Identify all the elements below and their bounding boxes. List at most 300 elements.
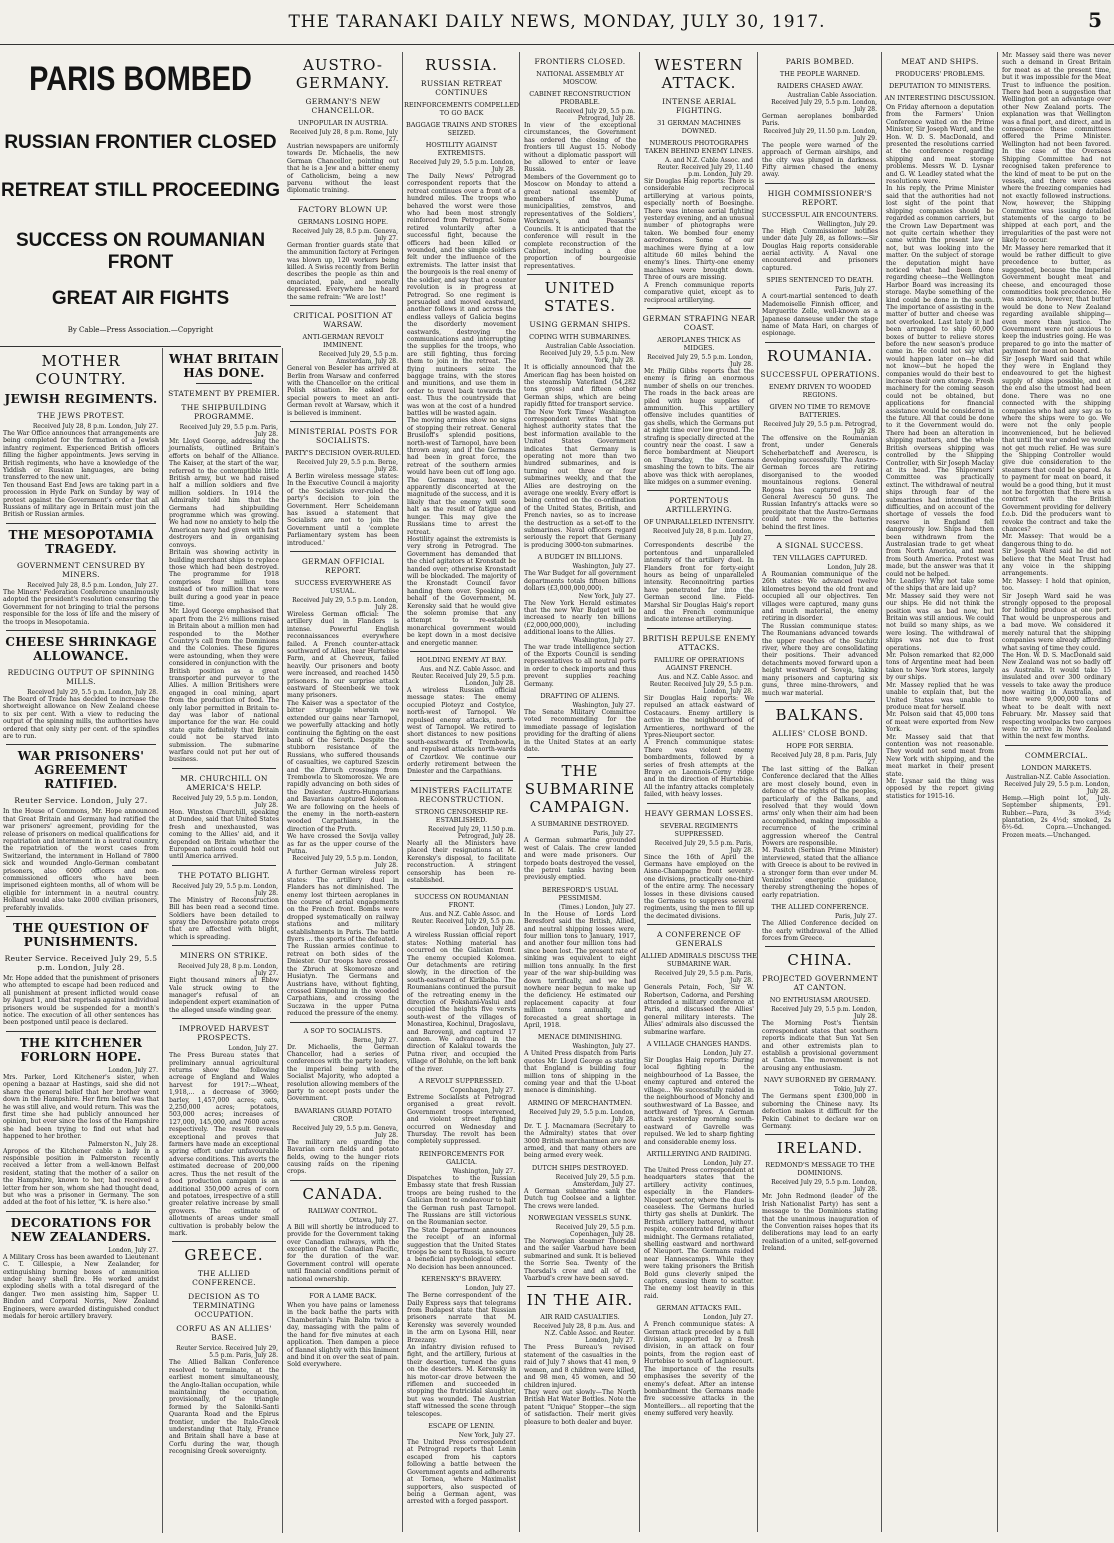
subheading: RAIDERS CHASED AWAY.	[776, 82, 864, 90]
divider	[1005, 745, 1108, 746]
dateline: Received July 29, 5.5 p.m. Paris, July 28.	[654, 839, 753, 854]
subheading: GERMAN ATTACKS FAIL.	[656, 1304, 742, 1313]
subheading: A SUBMARINE DESTROYED.	[531, 820, 629, 829]
divider	[527, 757, 633, 758]
subheading: AEROPLANES THICK AS MIDGES.	[657, 335, 741, 352]
subheading: BAGGAGE TRAINS AND STORES SEIZED.	[405, 121, 518, 137]
dateline: Washington, July 27.	[572, 701, 635, 709]
dateline: Received July 29, 5.5 p.m. London, July 28.	[172, 882, 278, 897]
dateline: London, July 27.	[228, 1045, 278, 1053]
column-frontiers	[521, 52, 640, 1532]
dateline: Reuter Service. Received July 29, 5.5 p.m. Paris, July 28.	[176, 1345, 278, 1360]
subheading: SPIES SENTENCED TO DEATH.	[766, 276, 874, 285]
dateline: London, July 28.	[827, 564, 877, 571]
article-heading: WAR PRISONERS' AGREEMENT RATIFIED.	[17, 749, 145, 792]
dateline: London, July 27.	[703, 1050, 753, 1058]
dateline: Received July 28, 8.5 p.m. London, July 27.	[27, 581, 158, 589]
article-text: The Berne correspondent of the Daily Express says that telegrams from Budapest state that Russian prisoners narrate that M. Kerensky was severely wounded in the arm on Lysona Hill, near Brzezany.	[407, 1292, 516, 1344]
subheading: HOPE FOR SERBIA.	[786, 741, 854, 750]
subheading: FACTORY BLOWN UP.	[297, 204, 389, 214]
dateline: Australian-N.Z. Cable Association. Received July 29, 5.5 p.m. London, July 28.	[1004, 773, 1110, 795]
article-text: Sir Douglas Haig reports: There is considerable reciprocal artillerying at various points, especially north of Boesinghe. There was intense aerial fighting yesterday evening, and an unusual number of photographs were taken. We bombed four enemy aerodromes. Some of our machines were flying at a low altitude 60 miles behind the enemy's lines. Thirty-one enemy machines were brought down. Three of ours are missing.	[644, 178, 754, 282]
dateline: Received July 29, 5.5 p.m. London, July 28.	[292, 597, 398, 611]
headline-roumanian-front: SUCCESS ON ROUMANIAN FRONT	[15, 230, 266, 273]
divider	[172, 865, 276, 866]
article-text: German frontier guards state that the ammunition factory at Feringen was blown up, 120 workers being killed. A Swiss recently from Berlin describes the people as thin and emaciated, pale, and morally depressed. Everywhere he heard the same refrain: "We are lost!"	[287, 241, 399, 301]
advert-text: They were out slowly—The North British Hat Water Bottles. Note the patent "Unique" Stopper—the sign of satisfaction. Their merit gives pleasure to both dealer and buyer.	[524, 1388, 636, 1426]
section-heading: IN THE AIR.	[526, 1291, 634, 1310]
article-text: An infantry division refused to fight, and the artillery, furious at their desertion, turned the guns on the deserters. M. Kerensky in his motor-car drove between the riflemen and succeeded in stopping the fratricidal slaughter, but was wounded. The Austrian staff witnessed the scene through telescopes.	[407, 1344, 516, 1418]
advert-text: When you have pains or lameness in the back bathe the parts with Chamberlain's Pain Balm twice a day, massaging with the palm of the hand for five minutes at each application. Then dampen a piece of flannel slightly with this liniment and bind it on over the seat of pain. Sold everywhere.	[287, 1302, 400, 1369]
dateline: Washington, July 27.	[572, 563, 635, 571]
article-text: The Press Bureau states that preliminary annual agricultural returns show the following acreage of England and Wales harvest for 1917:—Wheat, 1,918,... a decrease of 3960; barley, 1,457,000 acres; oats, 2,250,000 acres; potatoes, 503,000 acres; increases of 127,000, 145,000, and 7600 acres respectively. The result reveals exceptional and proves that farmers have made an exceptional spring effort under unfavourable adverse conditions. This averts the estimated decrease of 200,000 acres. Thus the net result of the food production campaign is an additional 350,000 acres of corn and potatoes, irrespective of a still greater relative increase by small growers. The estimate of allotments of areas under small cultivation is probably below the mark.	[169, 1052, 279, 1237]
article-text: Hemp.—High point lot, July-September shipments, £91. Rubber.—Para, 3s 3½d; plantation, 2s 4½d; smoked, 2s 6½-6d. Copra.—Unchanged. Frozen meats.—Unchanged.	[1002, 794, 1111, 839]
subheading: SUCCESSFUL OPERATIONS.	[760, 369, 880, 379]
subheading: SEVERAL REGIMENTS SUPPRESSED.	[660, 821, 738, 838]
article-text: We have crossed the Sovija valley as far as the upper course of the Putna.	[287, 833, 399, 855]
subheading: PARIS BOMBED.	[785, 57, 855, 66]
subheading: STATEMENT BY PREMIER.	[168, 389, 280, 398]
front-headline	[0, 50, 281, 347]
dateline: London, July 27.	[108, 1066, 158, 1074]
section-heading: CANADA.	[302, 1184, 384, 1203]
divider	[196, 383, 252, 384]
subheading: CRITICAL POSITION AT WARSAW.	[293, 311, 393, 330]
article-text: The New York Herald estimates that the new War Budget will be increased to nearly ten billions (£2,000,000,000), including additional loans to the Allies.	[524, 599, 636, 637]
article-text: In his reply, the Prime Minister said that the authorities had not lost sight of the point that shipping companies should be regarded as common carriers, but the Crown Law Department was not quite certain whether they came within the present law or not, but was looking into the matter. On the subject of storage the deputation might have noticed what had been done regarding cheese—the Wellington Harbor Board was increasing its storage. Maybe something of the kind could be done in the south. The importance of assisting in the matter of butter and cheese was not overlooked. Last lately it had been arranged to ship 60,000 boxes of butter to relieve stores before the new season's produce came in. He could not say what would happen later on—he did not know—but he hoped the companies would do their best to increase their own storage. Fresh machinery for the coming season could not be obtained, but applications for financial assistance would be considered in the future. All that could be done to it the Government would do. There had been an alteration in shipping matters, and the whole British overseas shipping was controlled by the Shipping Controller, with Sir Joseph Maclay at its head. The Shipowners' Committee was practically extinct. The withdrawal of neutral ships through fear of the submarines had intensified the difficulties, and on account of the shortage of vessels the food reserve in England fell dangerously low. Ships had then been withdrawn from the Australasian trade to get wheat from North America, and meat from South America. Protest was made, but the answer was that it could not be helped.	[886, 185, 994, 578]
subheading: RAILWAY CONTROL.	[308, 1206, 378, 1215]
article-text: Mr. Massey: That would be a dangerous thing to do.	[1002, 533, 1111, 548]
article-text: Wireless German official: The artillery duel in Flanders is intense. Powerful English reconnaissances everywhere failed. A French counter-attack southward of Ailles, near Hurtebise Farm, and at Chevreux, failed heavily. Our prisoners and booty were increased, and reached 1450 prisoners. In our surprise attack eastward of Steenbeek we took many prisoners.	[287, 611, 399, 700]
column-mother-country	[0, 348, 163, 1533]
article-text: The High Commissioner notifies under date July 28, as follows:—Sir Douglas Haig reports considerable aerial activity. A Naval one encountered and prisoners captured.	[762, 227, 878, 272]
article-text: The Board of Trade has decided to increase the shortweight allowance on New Zealand cheese to six per cent. With a view to reducing the output of the spinning mills, the authorities have ordered that only sixty per cent. of the spindles are to run.	[3, 695, 159, 740]
divider	[172, 1241, 276, 1242]
article-text: Mr. Philip Gibbs reports that the enemy is firing an enormous number of shells on our trenches. The roads in the back areas are piled with huge supplies of ammunition. This artillery offensive includes quantities of gas shells, which the Germans put at night time over low ground. The strafing is specially directed at the country near the coast. I saw a fierce bombardment at Nieuport on Thursday, the Germans smashing the town to bits. The air above was thick with aeroplanes, like midges on a summer evening.	[644, 367, 754, 486]
subheading: AIR RAID CASUALTIES.	[540, 1313, 620, 1322]
article-text: The Germans spent £300,000 in suborning the Chinese navy. Its defection makes it difficult for the Pekin Cabinet to declare war on Germany.	[762, 1093, 878, 1130]
divider	[6, 916, 156, 917]
subheading: ANTI-GERMAN REVOLT IMMINENT.	[302, 333, 384, 350]
dateline: A. and N.Z. Cable Assoc. and Reuter. Received July 29, 11.40 p.m. London, July 29.	[657, 157, 753, 178]
dateline: Received July 29, 5.5 p.m. London, July 28.	[771, 1179, 877, 1194]
section-heading: AUSTRO-GERMANY.	[295, 56, 391, 92]
dateline: Received July 29, 11.50 p.m. Petrograd, July 28.	[428, 825, 515, 840]
subheading: THE PEOPLE WARNED.	[779, 70, 861, 78]
article-text: The Morning Post's Tientsin correspondent states that southern reports indicate that Sun Yat Sen and other extremists plan to establish a provisional government at Canton. The movement is not arousing any enthusiasm.	[762, 1020, 878, 1072]
subheading: ALLIES' CLOSE BOND.	[772, 728, 868, 738]
article-text: Extreme Socialists at Petrograd organised a great revolt. Government troops intervened, and violent street fighting occurred on Wednesday and Thursday. The revolt has been completely suppressed.	[407, 1094, 516, 1146]
subheading: NATIONAL ASSEMBLY AT MOSCOW.	[536, 70, 624, 86]
article-text: Mr. Lysnar said the thing was opposed by the report giving statistics for 1915-16.	[886, 777, 994, 800]
subheading: USING GERMAN SHIPS.	[529, 320, 631, 330]
section-heading: MOTHER COUNTRY.	[35, 352, 127, 388]
subheading: MINERS ON STRIKE.	[179, 951, 269, 961]
article-text: The military are guarding the Bavarian corn fields and potato fields, owing to the hunger riots causing raids on the ripening crops.	[287, 1138, 399, 1176]
subheading: HEAVY GERMAN LOSSES.	[644, 808, 754, 818]
divider	[410, 888, 513, 889]
article-text: In the House of Lords Lord Beresford said the British, Allied, and neutral shipping losses were, four million tons to January, 1917, and another four million tons had since been lost. The present rate of sinking was equivalent to eight million tons annually. In the first year of the war ship-building was down terrifically, and we had nowhere near begun to make up the deficiency. He estimated our replacement capacity at four million tons annually, and forecasted a great shortage in April, 1918.	[524, 910, 636, 1029]
subheading: NUMEROUS PHOTOGRAPHS TAKEN BEHIND ENEMY LINES.	[644, 139, 754, 155]
subheading: SUCCESSFUL AIR ENCOUNTERS.	[761, 210, 879, 219]
subheading: CORFU AS AN ALLIES' BASE.	[176, 1324, 272, 1343]
section-heading: THE SUBMARINE CAMPAIGN.	[524, 762, 636, 817]
article-text: The Russian communique states: The Roumanians advanced towards the upper reaches of the Suchitz river, where they are consolidating their positions. Their advanced detachments moved forward upon a height westward of Soveja, taking many prisoners and capturing six guns, three mine-throwers, and much war material.	[762, 622, 878, 697]
subheading: DUTCH SHIPS DESTROYED.	[531, 1163, 629, 1172]
article-text: A wireless Russian official report states: Nothing material has occurred on the Galician front. The enemy occupied Kolomea. Our detachments are retiring slowly, in the direction of the south-eastward of Kirlibaba. The Roumanians continued the pursuit of the retreating enemy in the direction of Fokshani-Vaslui and occupied the heights five versts south-west of the villages of Monastirea, Kochinul, Dragoslavu, and Barovenji, and captured 17 cannon. We advanced in the direction of Kalakul towards the Putna river, and occupied the village of Boluhle, on the left bank of the river.	[407, 932, 516, 1073]
dateline: Aus. and N.Z. Cable Assoc. and Reuter. Received July 29, 5.5 p.m. London, July 28.	[411, 666, 515, 687]
article-text: In the House of Commons, Mr. Hope announced that Great Britain and Germany had ratified the war prisoners' agreement, providing for the release of prisoners on medical qualifications for repatriation and internment in a neutral country, the repatriation of the worst cases from Switzerland, the internment in Holland of 7800 sick and wounded Anglo-German combatant prisoners, also 6000 officers and non-commissioned officers who have been imprisoned eighteen months, all of whom will be eligible for internment in a neutral country. Holland would also take 2000 civilian prisoners, preferably invalids.	[3, 808, 159, 912]
subheading: IMPROVED HARVEST PROSPECTS.	[179, 1024, 269, 1043]
section-heading: IRELAND.	[776, 1139, 864, 1158]
article-text: The Ministry of Reconstruction Bill has been read a second time. Soldiers have been detailed to spray the Devonshire potato crops that are affected with blight, which is spreading.	[169, 896, 279, 941]
article-text: The people were warned of the approach of German airships, and the city was plunged in darkness. Fifty airmen chased the enemy away.	[762, 141, 878, 179]
article-text: The Miners' Federation Conference unanimously adopted the president's resolution censuring the Government for not bringing to trial the persons responsible for the loss of life and the misery of the troops in Mesopotamia.	[3, 588, 159, 626]
subheading: A CONFERENCE OF GENERALS	[656, 930, 742, 949]
subheading: CABINET RECONSTRUCTION PROBABLE.	[529, 90, 631, 106]
subheading: GERMANS LOSING HOPE.	[297, 217, 389, 226]
divider	[290, 421, 396, 422]
subheading: HIGH COMMISSIONER'S REPORT.	[767, 188, 873, 207]
article-text: The War Office announces that arrangements are being completed for the formation of a Jewish infantry regiment. Experienced British officers filling the higher appointments. Jews serving in British regiments, who have a knowledge of the Yiddish or Russian languages, are being transferred to the new unit.	[3, 430, 159, 482]
subheading: MENACE DIMINISHING.	[537, 1033, 623, 1042]
subheading: ARTILLERYING AND RAIDING.	[646, 1149, 752, 1158]
dateline: Received July 28, 8.5 p.m. Geneva, July 27.	[292, 227, 398, 242]
divider	[765, 946, 875, 947]
subheading: Reuter Service. Received July 29, 5.5 p.m. London, July 28.	[4, 954, 158, 973]
subheading: SUCCESS ON ROUMANIAN FRONT.	[414, 893, 509, 910]
subheading: NO ENTHUSIASM AROUSED.	[769, 996, 871, 1005]
article-text: The State Department announces the receipt of an informal suggestion that the United States troops be sent to Russia, to secure a beneficial psychological effect. No decision has been announced.	[407, 1226, 516, 1271]
headline-air-fights: GREAT AIR FIGHTS	[51, 288, 230, 309]
dateline: Received July 29, 5.5 p.m. London, July 28.	[647, 353, 753, 368]
article-text: Mr. Leadley: Why not take some of the ships that are laid up?	[886, 578, 994, 593]
article-text: A further German wireless report states: The artillery duel in Flanders has not diminished. The enemy lost thirteen aeroplanes in the course of aerial engagements on the French front. Bombs were dropped systematically on railway stations and military establishments in Paris. The battle flyers ... the sports of the defeated.	[287, 869, 399, 944]
article-heading: CHEESE SHRINKAGE ALLOWANCE.	[5, 634, 157, 663]
divider	[647, 490, 751, 491]
article-text: Mr. Massey said they were not our ships. He did not think the position was as bad now, but Britain was still anxious. We could not build so many ships, as we were losing. The withdrawal of ships was not due to frost operations.	[886, 592, 994, 652]
subheading: THE JEWS PROTEST.	[37, 411, 125, 420]
column-commercial	[999, 52, 1114, 1532]
article-text: The last sitting of the Balkan Conference declared that the Allies are most closely bound, even in defence of the rights of the peoples, particularly of the Balkans, and resolved that they would 'down arms' only when their aim had been accomplished, making impossible a recurrence of the criminal aggression whereof the Central Powers are responsible.	[762, 765, 878, 847]
section-heading: GREECE.	[184, 1246, 264, 1265]
subheading: THE ALLIED CONFERENCE.	[771, 903, 869, 912]
article-text: The Allied Conference decided on the early withdrawal of the Allied forces from Greece.	[762, 920, 878, 943]
article-text: Mr. Polson remarked that 82,000 tons of Argentine meat had been taken to New York stores, largely by our ships.	[886, 652, 994, 682]
article-text: Dr. Michaelis, the German Chancellor, had a series of conferences with the party leaders, the imperial being with the Socialist Majority, who adopted a resolution allowing members of the party to accept posts under the Government.	[287, 1043, 399, 1103]
divider	[647, 628, 751, 629]
article-text: Mr. Massey here remarked that it would be rather difficult to give precedence to butter, as suggested, because the Imperial Government bought meat and cheese, and encouraged those commodities took precedence. He was anxious, however, that butter would be done to New Zealand regarding available shipping—even more than justice. The Government were not anxious to keep the industries going. He was prepared to go into the matter of payment for meat on board.	[1002, 244, 1111, 356]
column-russia	[404, 52, 520, 1532]
dateline: Received July 29, 11.50 p.m. London, July 29.	[763, 127, 877, 142]
section-heading: UNITED STATES.	[544, 279, 616, 316]
subheading: PORTENTOUS ARTILLERYING.	[665, 496, 733, 515]
section-heading: BALKANS.	[775, 705, 865, 724]
article-text: Sir Joseph Ward said that while they were in England they endeavoured to get the highest supply of ships possible, and at the end also the utmost had been done. There was no one connected with the shipping companies who had any say as to where the ships were to go. We were not the only people inconvenienced, but he believed that until the war ended we would not get much relief. He was sure the Shipping Controller would give due consideration to the steamers that could be spared. As to payment for meat on board, it would be a good thing, but it must not be forgotten that there was a contract with the British Government providing for delivery f.o.b. Did the producers want to revoke the contract and take the chances?	[1002, 355, 1111, 533]
article-text: The United Press correspondent at Petrograd reports that Lenin escaped from his captors following a battle between the Government agents and adherents at Tornea, where Maximalist supporters, also suspected of being a German agent, was arrested with a forged passport.	[407, 1439, 516, 1506]
article-text: The Press Bureau's revised statement of the casualties in the raid of July 7 shows that 41 men, 9 women, and 8 children were killed, and 98 men, 45 women, and 50 children injured.	[524, 1344, 636, 1389]
subheading: MINISTERIAL POSTS FOR SOCIALISTS.	[288, 426, 398, 445]
divider	[290, 1180, 396, 1181]
article-text: Mrs. Parker, Lord Kitchener's sister, when opening a bazaar at Hastings, said she did not share the general belief that her brother went down in the Hampshire. Her firm belief was that he was still alive, and would return. This was the first time she had publicly announced her opinion, but ever since the loss of the Hampshire she had been trying to find out what had happened to her brother.	[3, 1073, 159, 1141]
article-text: Sir Douglas Haig reports: During local fighting in the neighbourhood of La Bassee, the enemy captured and entered the village... We successfully raided in the neighbourhood of Monchy and southwestward of La Bassee, and northward of Ypres. A German attack yesterday morning south-eastward of Gavrelle was repulsed. We led to sharp fighting and considerable enemy loss.	[644, 1057, 754, 1146]
article-heading: THE QUESTION OF PUNISHMENTS.	[13, 921, 149, 950]
dateline: Received July 29, 5.5 p.m. Copenhagen, July 28.	[555, 1224, 635, 1239]
dateline: London, July 27.	[703, 1314, 753, 1322]
article-text: The Hon. W. D. S. MacDonald said New Zealand was not so badly off as Australia. It would take 15 insulated and over 300 ordinary vessels to take away the produce now waiting in Australia, and there were 9,000,000 tons of wheat to be dealt with next February. Mr. Massey said that respecting woolpacks two cargoes were to arrive in New Zealand within the next few months.	[1002, 651, 1111, 741]
subheading: DECISION AS TO TERMINATING OCCUPATION.	[188, 1292, 260, 1320]
article-text: Apropos of the Kitchener cable a lady in a responsible position in Palmerston recently received a letter from a well-known Belfast resident, stating that the mother of a sailor on the Hampshire, known to her, had received a letter from her son, whom she had thought dead, but who was a prisoner in Germany. The son added at the foot of his letter, "K. is here also."	[3, 1147, 159, 1207]
divider	[6, 523, 156, 524]
subheading: DEPUTATION TO MINISTERS.	[889, 82, 991, 90]
dateline: Received July 29, 5.5 p.m. London, July 28.	[529, 1108, 635, 1123]
article-text: M. Pasitch (Serbian Prime Minister) interviewed, stated that the alliance with Greece is about to be revived in a stronger form than ever under M. Venizelos' energetic guidance, thereby strengthening the hopes of early repatriation.	[762, 847, 878, 899]
divider	[647, 803, 751, 804]
dateline: Received July 29, 5.5 p.m. Berne, July 28.	[296, 458, 398, 473]
dateline: Washington, July 27.	[572, 636, 635, 644]
subheading: 31 GERMAN MACHINES DOWNED.	[657, 119, 741, 135]
divider	[290, 199, 396, 200]
column-austro-germany	[284, 52, 403, 1532]
subheading: COMMERCIAL.	[1024, 750, 1089, 760]
dateline: Palmerston N., July 28.	[88, 1140, 158, 1148]
article-text: The Senate Military Committee voted recommending for the immediate passage of legislation providing for the drafting of aliens in the United States at an early date.	[524, 708, 636, 753]
subheading: THE ALLIED CONFERENCE.	[192, 1269, 256, 1288]
dateline: Received July 29, 5.5 p.m. Petrograd, July 28.	[555, 108, 635, 122]
subheading: REINFORCEMENTS COMPELLED TO GO BACK	[404, 101, 519, 117]
dateline: Received July 28, 8 p.m. London, July 27.	[32, 423, 158, 430]
divider	[6, 744, 156, 745]
subheading: REINFORCEMENTS FOR GALICIA.	[418, 1149, 505, 1166]
article-text: Since the 16th of April the Germans have employed on the Aisne-Champagne front seventy-one divisions, practically one-third of the entire army. The necessary losses in these divisions caused the Germans to suppress several regiments, using the men to fill up the decimated divisions.	[644, 853, 754, 920]
subheading: AN INTERESTING DISCUSSION.	[884, 94, 996, 102]
subheading: REDUCING OUTPUT OF SPINNING MILLS.	[7, 667, 155, 686]
dateline: Received July 29, 5.5 p.m. Paris, July 28.	[179, 424, 278, 438]
dateline: Received July 29, 5.5 p.m. Paris, July 28.	[654, 970, 753, 985]
article-text: Sir Joseph Ward said he did not believe that the Meat Trust had any voice in the shipping arrangements.	[1002, 548, 1111, 578]
divider	[765, 342, 875, 343]
subheading: BAVARIANS GUARD POTATO CROP.	[294, 1106, 392, 1123]
dateline: Received July 28, 8 p.m. London, July 27.	[177, 963, 278, 978]
divider	[290, 305, 396, 306]
article-text: The Norwegian steamer Thorsdal and the sailer Vaarbud have been submarined and sunk. It is believed the Sorrie Sea. Twenty of the Thorsdal's crew and all of the Vaarbud's crew have been saved.	[524, 1238, 636, 1283]
article-text: Sir Joseph Ward said he was strongly opposed to the proposal for holding produce at one port. That would be unprosperous and a bad move. We considered it merely natural that the shipping companies were already affording what saving of time they could.	[1002, 592, 1111, 652]
article-text: The Allied Balkan Conference resolved to terminate, at the earliest moment simultaneously, the Anglo-Italian occupation, while maintaining the occupation, provisionally, of the triangle formed by the Saloniki-Santi Quaranta Road and the Epirus frontier, under the Italo-Greek understanding that Italy, France and Britain shall have a base at Corfu during the war, though recognising Greek sovereignty.	[169, 1359, 279, 1456]
subheading: PRODUCERS' PROBLEMS.	[895, 70, 985, 78]
article-text: It is officially announced that the American flag has been hoisted on the steamship Vaterland (54,282 tons gross) and fifteen other German ships, which are being rapidly fitted for transport service.	[524, 364, 636, 409]
subheading: A REVOLT SUPPRESSED.	[418, 1077, 505, 1086]
article-text: The Kaiser was a spectator of the bitter struggle wherein we extended our gains near Tarnopol, we powerfully attacking and hotly continuing the fighting on the east bank of the Sereth. Despite the stubborn resistance of the Russians, who suffered thousands of casualties, we captured Szescin and the Zbruch crossings from Trembowla to Skomorosze. We are rapidly advancing on both sides of the Dniester. Austro-Hungarians and Bavarians captured Kolomea. We are following on the heels of the enemy in the north-eastern wooded Carpathians, in the direction of the Pruth.	[287, 699, 399, 833]
subheading: BERESFORD'S USUAL PESSIMISM.	[541, 885, 619, 902]
divider	[172, 768, 276, 769]
subheading: PROJECTED GOVERNMENT AT CANTON.	[762, 974, 878, 993]
subheading: SUCCESS EVERYWHERE AS USUAL.	[294, 579, 392, 595]
dateline: Tokio, July 27.	[833, 1086, 877, 1094]
dateline: London, July 27.	[703, 1159, 753, 1167]
divider	[6, 630, 156, 631]
dateline: Received July 29, 5.5 p.m. Petrograd, July 28.	[763, 420, 877, 435]
subheading: ALLIED ADMIRALS DISCUSS THE SUBMARINE WAR.	[641, 952, 757, 969]
section-heading: ROUMANIA.	[766, 346, 874, 365]
section-heading: RUSSIA.	[425, 56, 498, 74]
article-text: A Bill will shortly be introduced to provide for the Government taking over Canadian railways, with the exception of the Canadian Pacific, for the duration of the war. Government control will operate until financial conditions permit of national ownership.	[287, 1223, 399, 1283]
dateline: Received July 29, 5.5 p.m. London, July 28.	[172, 794, 278, 809]
headline-russian-frontier: RUSSIAN FRONTIER CLOSED	[4, 132, 277, 153]
section-heading: CHINA.	[787, 951, 853, 970]
subheading: NAVY SUBORNED BY GERMANY.	[763, 1076, 877, 1085]
subheading: GERMAN STRAFING NEAR COAST.	[642, 313, 756, 332]
article-text: Dr. T. J. Macnamara (Secretary to the Admiralty) states that over 3000 British merchantmen are now armed, and that many others are being armed every week.	[524, 1122, 636, 1160]
article-text: Mr. Massey replied that he was unable to explain that, but the United States was unable to produce meat for herself.	[886, 681, 994, 711]
masthead	[0, 0, 1114, 45]
dateline: Australian Cable Association. Received July 29, 5.5 p.m. New York, July 28.	[539, 343, 635, 365]
article-text: In view of the exceptional circumstances, the Government has ordered the closing of the frontiers till August 15. Nobody without a diplomatic passport will be allowed to enter or leave Russia.	[524, 122, 636, 174]
dateline: Received July 28, 8 p.m. Paris, July 27.	[770, 751, 877, 766]
column-paris-bombed	[759, 52, 882, 1532]
article-text: A court-martial sentenced to death Mademoiselle Finnish officer, and Marguerite Zelle, well-known as a Japanese danseuse under the stage name of Mata Hari, on charges of espionage.	[762, 293, 878, 338]
dateline: Received July 28, 8 p.m. Aus. and N.Z. Cable Assoc. and Reuter. London, July 27.	[533, 1323, 635, 1345]
subheading: GIVEN NO TIME TO REMOVE BATTERIES.	[769, 402, 871, 419]
divider	[765, 1134, 875, 1135]
divider	[527, 1286, 633, 1287]
article-text: A wireless Russian official message states: The enemy occupied Ploteyz and Costylce, north-west of Tarnopol. We repulsed enemy attacks, north-west of Tarnopol. We retired to short distances to new positions south-eastwards of Trembowla, and repulsed attacks north-wards of Czortkov. We continue our orderly retirement between the Dniester and the Carpathians.	[407, 687, 516, 776]
subheading: OF UNPARALLELED INTENSITY.	[643, 518, 755, 527]
article-text: A German submarine grounded west of Calais. The crew landed and were made prisoners. Our torpedo boats destroyed the vessel, the petrol tanks having been previously emptied.	[524, 837, 636, 882]
cable-credit: By Cable—Press Association.—Copyright	[67, 326, 214, 334]
dateline: Received July 29, 5.5 p.m. London, July 28.	[409, 159, 515, 173]
subheading: MR. CHURCHILL ON AMERICA'S HELP.	[180, 773, 268, 792]
article-text: The offensive on the Roumanian front, under Generals Scheherbatcheff and Averescu, is developing successfully. The Austro-German forces are retiring disorganised to the wooded mountainous regions. General Rogosa has captured 19 and General Averescu 50 guns. The Russian Infantry's attacks were so precipitate that the Austro-Germans could not remove the batteries behind the first lines.	[762, 434, 878, 531]
subheading: BRITISH REPULSE ENEMY ATTACKS.	[642, 633, 756, 652]
article-text: The War Budget for all government departments totals fifteen billions dollars (£3,000,000,000).	[524, 570, 636, 593]
dateline: Received July 28, 8 p.m. Rome, July 27.	[289, 129, 398, 143]
subheading: INTENSE AERIAL FIGHTING.	[662, 97, 736, 115]
subheading: A VILLAGE CHANGES HANDS.	[646, 1040, 752, 1049]
article-heading: DECORATIONS FOR NEW ZEALANDERS.	[10, 1215, 152, 1244]
dateline: Received July 29, 5.5 p.m. London, July 28.	[27, 688, 158, 696]
dateline: Washington, July 27.	[452, 1167, 515, 1175]
subheading: COPING WITH SUBMARINES.	[529, 333, 631, 342]
article-text: Hostility against the extremists is very strong in Petrograd. The Government has demanded that the chief agitators at Kronstadt be handed over; otherwise Kronstadt will be blockaded. The majority of the Kronstadt Council favor handing them over. Speaking on behalf of the Government, M. Kerensky said that he would give the solemn promise that any attempt to re-establish monarchical government would be kept down in a most decisive and energetic manner.	[407, 535, 516, 647]
article-text: The New York Times' Washington correspondent writes that the highest authority states that the best information available to the United States Government indicates that Germany is operating not more than two hundred submarines, and is turning out three or four submarines weekly, and that the Allies are destroying on the average one weekly. Every effort is being centred on the co-ordination of the United States, British, and French navies, so as to increase the destruction as a set-off to the submarines. Naval officers regard seriously the report that Germany is producing 3000-ton submarines.	[524, 408, 636, 549]
divider	[290, 1287, 396, 1288]
section-heading: WESTERN ATTACK.	[654, 56, 744, 92]
article-text: German aeroplanes bombarded Paris.	[762, 113, 878, 128]
dateline: (Times.) London, July 27.	[558, 903, 635, 911]
column-meat-and-ships	[883, 52, 998, 1532]
page-number: 5	[1088, 8, 1102, 32]
subheading: LONDON MARKETS.	[1021, 763, 1092, 772]
subheading: Reuter Service. London, July 27.	[14, 796, 148, 806]
article-text: A Berlin wireless message states: In the Executive Council a majority of the Socialists over-ruled the party's decision to join the Government. Herr Scheidemann has issued a statement that Socialists are not to join the Government until a 'complete Parliamentary system has been introduced.'	[287, 472, 399, 547]
dateline: New York, July 27.	[458, 1432, 515, 1440]
divider	[410, 780, 513, 781]
dateline: Received July 29, 5.5 p.m. Amsterdam, July 27.	[555, 1173, 635, 1188]
divider	[765, 701, 875, 702]
subheading: GERMANY'S NEW CHANCELLOR.	[305, 97, 381, 115]
dateline: London, July 27.	[108, 1246, 158, 1254]
article-text: Mr. Polson said that 45,000 tons of meat were exported from New York.	[886, 711, 994, 734]
article-text: A French communique states: There was violent enemy bombardments, followed by a series of fresh attempts at the Braye en Laonnois-Cerny ridge and in the direction of Hurtebise. All the infantry attacks completely failed, with heavy losses.	[644, 739, 754, 799]
column-britain	[166, 348, 283, 1533]
article-text: Hon. Winston Churchill, speaking at Dundee, said that United States fresh and unexhausted, was coming to the Allies' aid, and it depended on Britain whether the European nations could hold out until America arrived.	[169, 808, 279, 861]
subheading: A SOP TO SOCIALISTS.	[303, 1026, 383, 1035]
article-text: The Russian armies continue to retreat on both sides of the Dniester. Our troops have crossed the Zbruch at Skomorosze and Husiatyn. The Germans and Austrians have, without fighting, crossed Kimpolung in the wooded Carpathians, and crossing the Suczawa in the upper Putna reduced the pressure of the enemy.	[287, 943, 399, 1018]
divider	[647, 924, 751, 925]
divider	[410, 651, 513, 652]
subheading: ENEMY DRIVEN TO WOODED REGIONS.	[768, 382, 872, 399]
article-text: Nearly all the Ministers have placed their resignations at M. Kerensky's disposal, to facilitate reconstruction. A stringent censorship has been re-established.	[407, 839, 516, 884]
article-text: Correspondents describe the portentous and unparalleled intensity of the artillery duel. In Flanders front for forty-eight hours as being of unparalleled intensity. Reconnoitring parties have penetrated far into the German second line. Field-Marshal Sir Douglas Haig's report and the French communique indicate intense artillerying.	[644, 542, 754, 624]
article-heading: WHAT BRITAIN HAS DONE.	[168, 352, 280, 380]
dateline: Paris, July 27.	[834, 286, 877, 294]
subheading: NORWEGIAN VESSELS SUNK.	[528, 1214, 632, 1223]
subheading: PARTY'S DECISION OVER-RULED.	[284, 448, 401, 457]
article-text: Sir Douglas Haig reports: We repulsed an attack eastward of Costacaurs. Enemy artillery is active in the neighbourhood of Armentieres, northward of the Ypres-Nieuport sector.	[644, 694, 754, 739]
article-heading: THE KITCHENER FORLORN HOPE.	[19, 1035, 143, 1064]
dateline: Berne, July 27.	[352, 1036, 398, 1044]
article-heading: JEWISH REGIMENTS.	[4, 392, 158, 406]
subheading: A SIGNAL SUCCESS.	[776, 541, 864, 550]
subheading: KERENSKY'S BRAVERY.	[421, 1275, 502, 1284]
article-text: The moving armies show no signs of stopping their retreat. General Brusiloff's splendid positions, north-west of Tarnopol, have been thrown away, and if the Germans had been in great force, the retreat of the southern armies would have been cut off long ago. The Germans may, however, apparently disconcerted at the magnitude of the success, and it is likely that the enemy will soon halt as the result of fatigue and hunger. This may give the Russians time to arrest the retreat.	[407, 417, 516, 536]
subheading: RUSSIAN RETREAT CONTINUES	[420, 79, 503, 97]
dateline: Received July 28, 8 p.m. London, July 27.	[652, 528, 753, 543]
column-western-attack	[641, 52, 758, 1532]
dateline: Received July 29, 5.5 p.m. Geneva, July 28.	[292, 1124, 398, 1139]
article-text: Eight thousand miners at Ebbw Vale struck owing to the manager's refusal of an independent expert examination of the alleged unsafe winding gear.	[169, 977, 279, 1014]
subheading: A BUDGET IN BILLIONS.	[537, 553, 623, 562]
article-text: A Military Cross has been awarded to Lieutenant C. T. Gillespie, a New Zealander, for extinguishing burning boxes of ammunition under heavy shell fire. He worked amidst exploding shells with a total disregard of the danger. Two men assisting him, Sapper U. Bindon and Corporal Norris, New Zealand Engineers, were awarded distinguished conduct medals for heroic artillery bravery.	[3, 1253, 159, 1321]
subheading: GOVERNMENT CENSURED BY MINERS.	[17, 560, 145, 579]
subheading: HOLDING ENEMY AT BAY.	[416, 656, 507, 664]
article-text: The United Press correspondent at headquarters states that the artillery activity continues, especially in the Flanders-Nieuport sector, where the duel is ceaseless. The Germans hurled thirty gas shells at Dunkirk. The British artillery battered, without respite, concentrated firing after midnight. The Germans retaliated, shelling eastward and northward of Nieuport. The Germans raided near Hannescamps. While they were taking prisoners the British Bold guns cleverly sniped the captors, causing them to scatter. The enemy lost heavily in this raid.	[644, 1166, 754, 1300]
subheading: FRONTIERS CLOSED.	[534, 57, 626, 66]
divider	[172, 945, 276, 946]
subheading: MINISTERS FACILITATE RECONSTRUCTION.	[410, 785, 513, 804]
article-text: A United Press dispatch from Paris quotes Mr. Lloyd George as stating that England is building four million tons of shipping in the coming year and that the U-boat menace is diminishing.	[524, 1050, 636, 1095]
dateline: Received July 29, 5.5 p.m. Amsterdam, July 28.	[318, 351, 398, 366]
article-text: A German submarine sank the Dutch tug Coolsee and a lighter. The crews were landed.	[524, 1187, 636, 1210]
dateline: Aus. and N.Z. Cable Assoc. and Reuter. Received July 29, 5.5 p.m. London, July 28.	[411, 911, 515, 933]
dateline: Paris, July 27.	[834, 913, 877, 921]
subheading: REDMOND'S MESSAGE TO THE DOMINIONS.	[765, 1161, 875, 1178]
subheading: THE POTATO BLIGHT.	[178, 870, 270, 880]
subheading: FAILURE OF OPERATIONS AGAINST FRENCH.	[653, 655, 745, 672]
dateline: Aus. and N.Z. Cable Assoc. and Reuter. Received July 29, 5.5 p.m. London, July 28.	[649, 673, 753, 695]
advert-heading: FOR A LAME BACK.	[309, 1292, 377, 1301]
article-text: Mr. Massey said that that contention was not reasonable. They would not send meat from New York with shipping, and the meat market in their present state.	[886, 733, 994, 778]
article-text: A French communique states: A German attack preceded by a full division, supported by a fresh division, in an attack on four points, from the region east of Hurtebise to south of Lagniecourt. The importance of the results emphasises the severity of the enemy's defeat. After an intense bombardment the Germans made five successive attacks in the Monteillers... all reporting that the enemy suffered very heavily.	[644, 1321, 754, 1418]
article-text: Dispatches to the Russian Embassy state that fresh Russian troops are being rushed to the Galician front to endeavour to halt the German rush past Tarnopol. The Russians are still victorious on the Roumanian sector.	[407, 1174, 516, 1227]
divider	[172, 1018, 276, 1019]
subheading: THE SHIPBUILDING PROGRAMME.	[181, 403, 267, 421]
article-text: Members of the Government go to Moscow on Monday to attend a great national assembly of members of the Duma, municipalities, zemstvos, and representatives of the Soldiers', Workmen's, and Peasants' Councils. It is anticipated that the conference will result in the complete reconstruction of the Cabinet, including a due proportion of bourgeoisie representatives.	[524, 173, 636, 270]
dateline: Ottawa, July 27.	[349, 1216, 398, 1224]
subheading: DRAFTING OF ALIENS.	[540, 691, 620, 700]
subheading: HOSTILITY AGAINST EXTREMISTS.	[425, 141, 498, 157]
dateline: London, July 27.	[465, 1285, 515, 1293]
article-text: The Daily News' Petrograd correspondent reports that the retreat continues over a front of a hundred miles. The troops who behaved the worst were those who had been most strongly reinforced from Petrograd. Some retired voluntarily after a successful fight, because the officers had been killed or wounded, and the simple soldiers felt under the influence of the extremists. The latter insist that the bourgeois is the real enemy of the soldier, and say that a counter revolution is in progress at Petrograd. So one regiment is persuaded and moved eastward, another follows it and across the endless valleys of Galicia begins the disorderly movement eastwards, destroying the communications and interrupting the supplies for the troops, who are still fighting, thus forcing them to join in the retreat. The flying mutineers seize the baggage trains, with the stores and munitions, and use them in order to travel back towards the east. Thus the countryside that was won at the cost of a hundred battles will be wasted again.	[407, 173, 516, 417]
dateline: Australian Cable Association. Received July 29, 5.5 p.m. London, July 28.	[771, 92, 877, 113]
article-text: A Roumanian communique of the 26th states: We advanced twelve kilometres beyond the old front and occupied all our objectives. Ten villages were captured, many guns and much material, the enemy retiring in disorder.	[762, 571, 878, 623]
divider	[290, 551, 396, 552]
subheading: GERMAN OFFICIAL REPORT.	[301, 557, 385, 575]
article-text: General von Beseler has arrived at Berlin from Warsaw and conferred with the Chancellor on the critical Polish situation. He asked for special powers to meet an anti-German revolt at Warsaw, which it is believed is imminent.	[287, 365, 399, 417]
divider	[6, 1211, 156, 1212]
divider	[290, 1022, 396, 1023]
divider	[527, 274, 633, 275]
